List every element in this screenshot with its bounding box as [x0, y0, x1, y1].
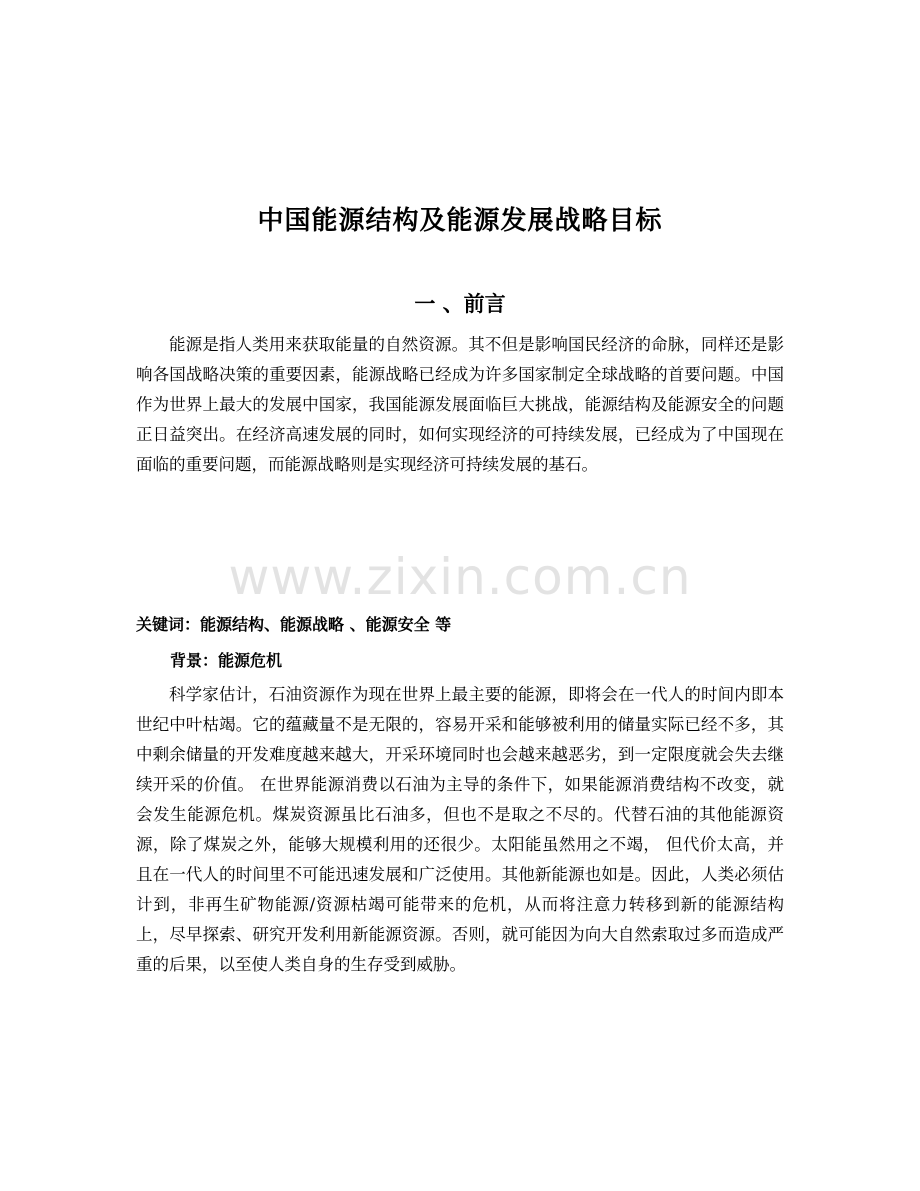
document-title: 中国能源结构及能源发展战略目标: [257, 206, 663, 236]
intro-paragraph: 能源是指人类用来获取能量的自然资源。其不但是影响国民经济的命脉，同样还是影响各国战略决策的重要因素，能源战略已经成为许多国家制定全球战略的首要问题。中国作为世界上最大的发展中国家，我国能源发展面临巨大挑战，能源结构及能源安全的问题正日益突出。在经济高速发展的同时，如何实现经济的可持续发展，已经成为了中国现在面临的重要问题，而能源战略则是实现经济可持续发展的基石。: [136, 335, 784, 474]
watermark: www.zixin.com.cn: [228, 548, 692, 606]
background-subheading: 背景：能源危机: [170, 651, 283, 670]
section-heading: 一 、前言: [414, 292, 506, 316]
main-paragraph: 科学家估计，石油资源作为现在世界上最主要的能源，即将会在一代人的时间内即本世纪中叶枯竭。它的蕴藏量不是无限的，容易开采和能够被利用的储量实际已经不多，其中剩余储量的开发难度越来越大，开采环境同时也会越来越恶劣，到一定限度就会失去继续开采的价值。 在世界能源消费以石油为主导的条件下，如果能源消费结构不改变，就会发生能源危机。煤炭资源虽比石油多，但也不是取之不尽的。代替石油的其他能源资源，除了煤炭之外，能够大规模利用的还很少。太阳能虽然用之不竭， 但代价太高，并且在一代人的时间里不可能迅速发展和广泛使用。其他新能源也如是。因此，人类必须估计到，非再生矿物能源/资源枯竭可能带来的危机，从而将注意力转移到新的能源结构上，尽早探索、研究开发利用新能源资源。否则，就可能因为向大自然索取过多而造成严重的后果，以至使人类自身的生存受到威胁。: [136, 685, 784, 974]
keywords-line: 关键词：能源结构、能源战略 、能源安全 等: [136, 615, 452, 634]
